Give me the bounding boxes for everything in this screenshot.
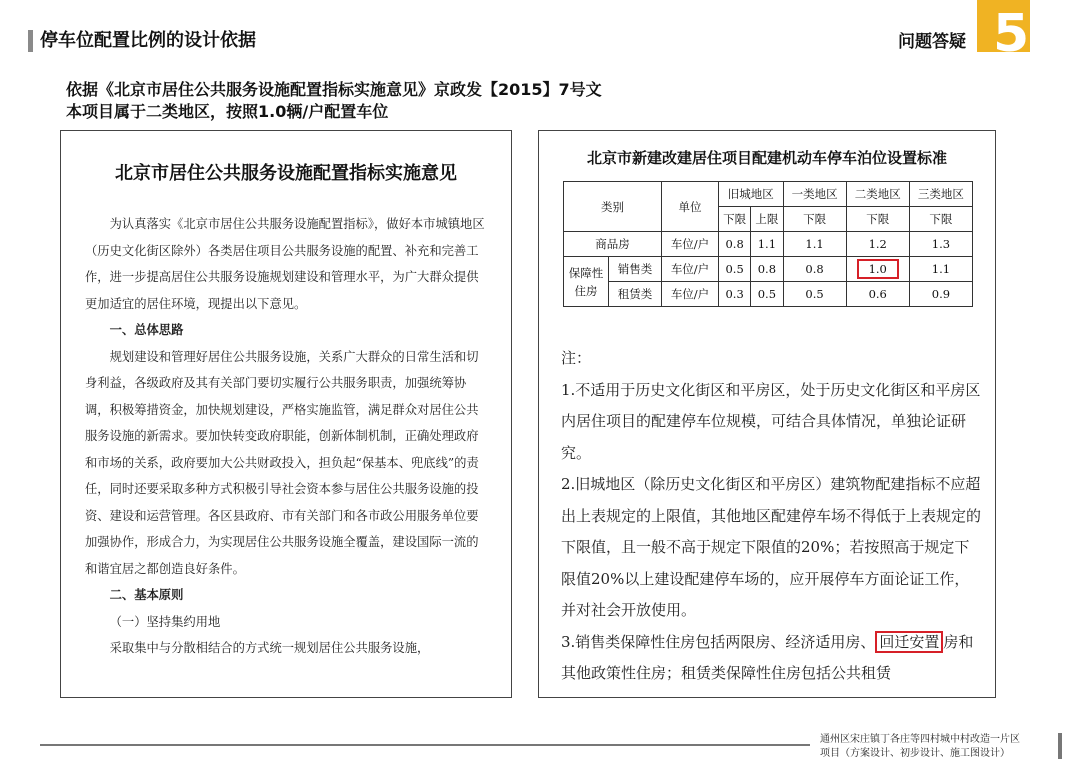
policy-paragraph: 采取集中与分散相结合的方式统一规划居住公共服务设施， — [109, 641, 430, 655]
table-cell: 1.2 — [846, 232, 909, 257]
table-row — [564, 282, 973, 307]
table-header-zone3: 三类地区 — [909, 182, 972, 207]
footer-line: 项目（方案设计、初步设计、施工图设计） — [820, 748, 1010, 759]
table-header-lower: 下限 — [783, 207, 846, 232]
table-header-lower: 下限 — [846, 207, 909, 232]
table-cell: 0.3 — [719, 282, 751, 307]
table-header-row — [564, 182, 973, 207]
table-cell: 0.8 — [719, 232, 751, 257]
policy-heading: 二、基本原则 — [109, 587, 184, 602]
parking-standard-table — [563, 181, 973, 307]
policy-document-body — [85, 211, 489, 662]
notes-label: 注： — [561, 349, 592, 367]
table-header-zone2: 二类地区 — [846, 182, 909, 207]
table-cell: 0.5 — [783, 282, 846, 307]
table-cell: 1.1 — [751, 232, 783, 257]
parking-standard-title: 北京市新建改建居住项目配建机动车停车泊位设置标准 — [586, 149, 947, 167]
table-header-unit: 单位 — [662, 182, 719, 232]
footer-project-name — [820, 733, 1020, 761]
intro-line-2: 本项目属于二类地区，按照1.0辆/户配置车位 — [66, 102, 389, 121]
table-cell: 0.9 — [909, 282, 972, 307]
footer-line: 通州区宋庄镇丁各庄等四村城中村改造一片区 — [820, 734, 1020, 745]
table-cell: 0.8 — [751, 257, 783, 282]
table-cell: 租赁类 — [609, 282, 662, 307]
table-cell: 1.1 — [909, 257, 972, 282]
table-header-zone1: 一类地区 — [783, 182, 846, 207]
page-title: 停车位配置比例的设计依据 — [40, 30, 256, 51]
table-cell: 0.5 — [719, 257, 751, 282]
table-cell: 销售类 — [609, 257, 662, 282]
policy-subheading: （一）坚持集约用地 — [109, 614, 221, 629]
table-cell: 0.8 — [783, 257, 846, 282]
section-number-block — [977, 0, 1030, 52]
parking-standard-panel — [538, 130, 996, 698]
table-cell: 0.6 — [846, 282, 909, 307]
policy-paragraph: 为认真落实《北京市居住公共服务设施配置指标》，做好本市城镇地区（历史文化街区除外）各类居住项目公共服务设施的配置、补充和完善工作，进一步提高居住公共服务设施规划建设和管理水平，为广大群众提供更加适宜的居住环境，现提出以下意见。 — [85, 217, 485, 311]
table-cell: 0.5 — [751, 282, 783, 307]
section-label: 问题答疑 — [898, 32, 966, 52]
table-cell: 车位/户 — [662, 257, 719, 282]
note3-highlight: 回迁安置 — [875, 631, 943, 653]
standard-notes — [561, 343, 981, 690]
note3-text: 房和其他政策性住房；租赁类保障性住房包括公共租赁 — [561, 632, 974, 682]
table-cell-group: 保障性住房 — [564, 257, 609, 307]
note-item — [561, 627, 981, 690]
table-header-category: 类别 — [564, 182, 662, 232]
table-row — [564, 232, 973, 257]
table-cell: 1.1 — [783, 232, 846, 257]
note-item: 1.不适用于历史文化街区和平房区，处于历史文化街区和平房区内居住项目的配建停车位规模，可结合具体情况，单独论证研究。 — [561, 380, 981, 462]
highlighted-value: 1.0 — [857, 259, 899, 279]
table-row — [564, 257, 973, 282]
policy-heading: 一、总体思路 — [109, 322, 184, 337]
footer-divider — [40, 744, 810, 746]
table-header-old-city: 旧城地区 — [719, 182, 784, 207]
title-accent-bar — [28, 30, 33, 52]
note-item: 2.旧城地区（除历史文化街区和平房区）建筑物配建指标不应超出上表规定的上限值，其他地区配建停车场不得低于上表规定的下限值，且一般不高于规定下限值的20%；若按照高于规定下限值20%以上建设配建停车场的，应开展停车方面论证工作，并对社会开放使用。 — [561, 475, 982, 619]
policy-document-title: 北京市居住公共服务设施配置指标实施意见 — [115, 163, 457, 184]
table-cell: 1.3 — [909, 232, 972, 257]
policy-paragraph: 规划建设和管理好居住公共服务设施，关系广大群众的日常生活和切身利益，各级政府及其有关部门要切实履行公共服务职责，加强统筹协调，积极筹措资金，加快规划建设，严格实施监管，满足群众对居住公共服务设施的新需求。要加快转变政府职能，创新体制机制，正确处理政府和市场的关系，政府要加大公共财政投入，担负起“保基本、兜底线”的责任，同时还要采取多种方式积极引导社会资本参与居住公共服务设施的投资、建设和运营管理。各区县政府、市有关部门和各市政公用服务单位要加强协作，形成合力，为实现居住公共服务设施全覆盖，建设国际一流的和谐宜居之都创造良好条件。 — [85, 349, 479, 576]
policy-document-panel — [60, 130, 512, 698]
footer-accent-bar — [1058, 733, 1062, 759]
table-header-lower: 下限 — [719, 207, 751, 232]
table-cell: 车位/户 — [662, 232, 719, 257]
section-number: 5 — [993, 4, 1030, 52]
table-header-lower: 下限 — [909, 207, 972, 232]
table-header-upper: 上限 — [751, 207, 783, 232]
table-cell: 商品房 — [564, 232, 662, 257]
note3-text: 3.销售类保障性住房包括两限房、经济适用房、 — [561, 632, 876, 651]
table-cell-highlight — [846, 257, 909, 282]
table-cell: 车位/户 — [662, 282, 719, 307]
intro-line-1: 依据《北京市居住公共服务设施配置指标实施意见》京政发【2015】7号文 — [66, 80, 602, 99]
